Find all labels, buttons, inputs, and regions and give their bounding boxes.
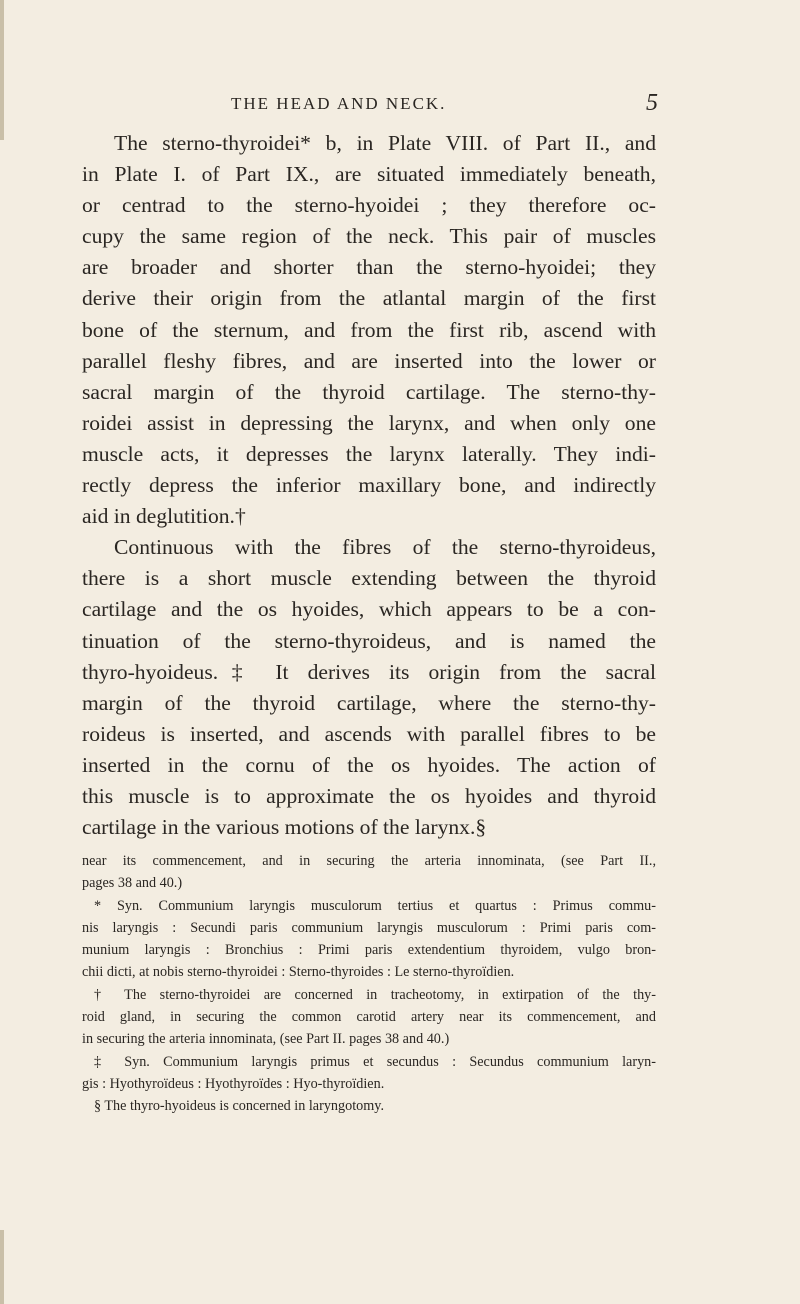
text-line: in Plate I. of Part IX., are situated immediately beneath, [82,162,656,187]
footnote-line: † The sterno-thyroidei are concerned in tracheotomy, in extirpation of the thy- [94,986,656,1003]
text-line: bone of the sternum, and from the first rib, ascend with [82,317,656,342]
text-line: rectly depress the inferior maxillary bone, and indirectly [82,473,656,498]
footnote [82,1051,656,1096]
footnotes [82,850,656,1118]
footnote-line: near its commencement, and in securing the arteria innominata, (see Part II., [82,853,656,869]
text-line: sacral margin of the thyroid cartilage. The sterno-thy- [82,379,656,404]
footnote-line: munium laryngis : Bronchius : Primi paris extendentium thyroidem, vulgo bron- [82,942,656,959]
text-line: margin of the thyroid cartilage, where the sterno-thy- [82,690,656,715]
text-line: are broader and shorter than the sterno-hyoidei; they [82,255,656,280]
page-number: 5 [646,90,660,116]
text-line: or centrad to the sterno-hyoidei ; they therefore oc- [82,193,656,218]
text-line: aid in deglutition.† [82,504,246,529]
page-edge-shadow [0,1230,4,1304]
text-line: Continuous with the fibres of the sterno-thyroideus, [114,535,656,560]
footnote-line: nis laryngis : Secundi paris communium laryngis musculorum : Primi paris com- [82,919,656,936]
text-line: there is a short muscle extending between the thyroid [82,566,656,591]
text-line: roideus is inserted, and ascends with parallel fibres to be [82,721,656,746]
text-line: cartilage and the os hyoides, which appears to be a con- [82,597,656,622]
text-line: inserted in the cornu of the os hyoides. The action of [82,752,656,777]
paragraph [82,128,656,532]
footnote-line: § The thyro-hyoideus is concerned in laryngotomy. [94,1098,384,1115]
text-line: roidei assist in depressing the larynx, and when only one [82,410,656,435]
footnote-line: in securing the arteria innominata, (see Part II. pages 38 and 40.) [82,1031,450,1048]
text-line: The sterno-thyroidei* b, in Plate VIII. of Part II., and [114,131,656,155]
footnote-line: pages 38 and 40.) [82,875,183,892]
page-edge-shadow [0,0,4,140]
footnote [82,1095,656,1117]
text-line: this muscle is to approximate the os hyoides and thyroid [82,783,656,808]
paragraph [82,532,656,843]
text-line: muscle acts, it depresses the larynx laterally. They indi- [82,441,656,466]
text-line: derive their origin from the atlantal margin of the first [82,286,656,311]
footnote-line: roid gland, in securing the common carotid artery near its commencement, and [82,1009,656,1026]
footnote-line: gis : Hyothyroïdeus : Hyothyroïdes : Hyo-thyroïdien. [82,1075,385,1092]
footnote-line: ‡ Syn. Communium laryngis primus et secundus : Secundus communium laryn- [94,1053,656,1070]
footnote [82,895,656,984]
text-line: thyro-hyoideus.‡ It derives its origin from the sacral [82,659,656,684]
text-line: cartilage in the various motions of the larynx.§ [82,815,487,840]
main-text [82,128,656,843]
text-line: parallel fleshy fibres, and are inserted into the lower or [82,348,656,373]
footnote [82,984,656,1051]
footnote-line: * Syn. Communium laryngis musculorum tertius et quartus : Primus commu- [94,897,656,914]
running-header [215,90,660,120]
running-title: THE HEAD AND NECK. [231,94,447,113]
text-line: cupy the same region of the neck. This pair of muscles [82,224,656,249]
footnote-line: chii dicti, at nobis sterno-thyroidei : Sterno-thyroides : Le sterno-thyroïdien. [82,964,515,981]
text-line: tinuation of the sterno-thyroideus, and is named the [82,628,656,653]
footnote [82,850,656,895]
